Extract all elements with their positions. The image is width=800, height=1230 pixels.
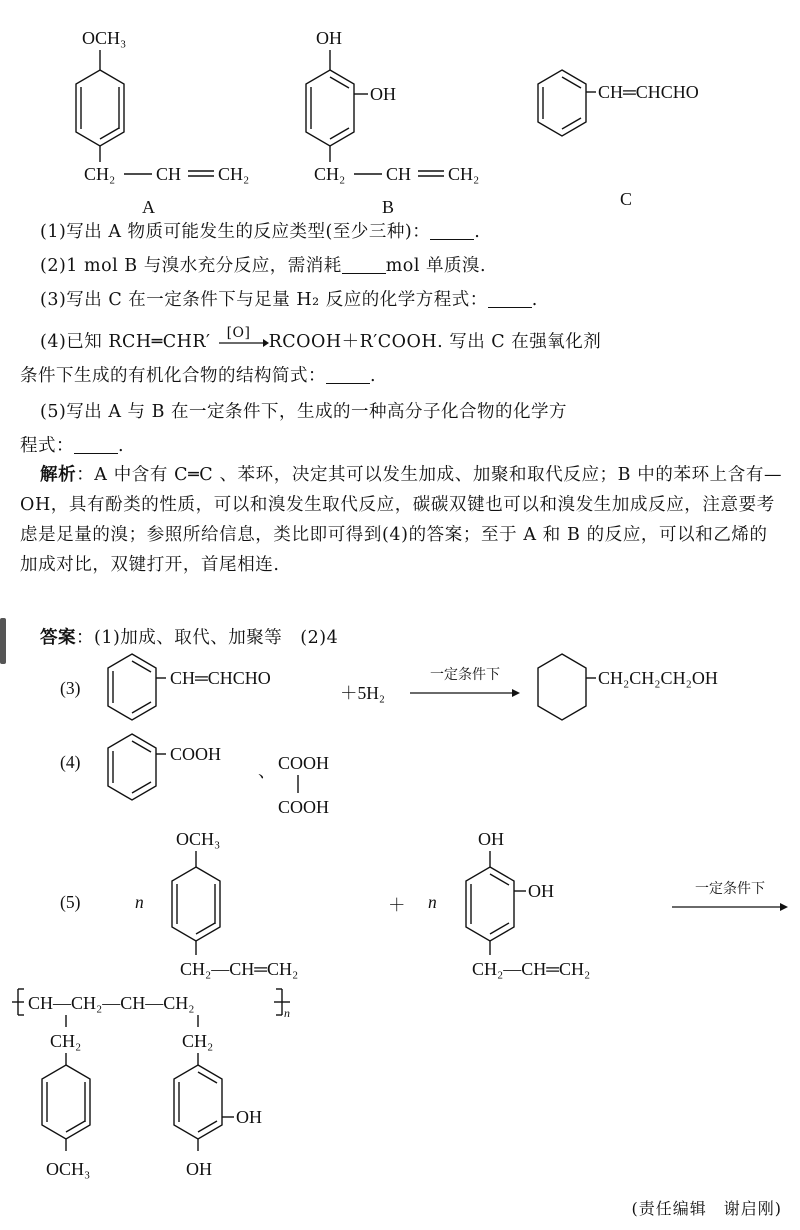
svg-text:COOH: COOH — [278, 753, 330, 773]
svg-text:OH: OH — [236, 1107, 262, 1127]
svg-text:CH₂—CH═CH₂: CH₂—CH═CH₂ — [180, 959, 299, 979]
question-3: (3)写出 C 在一定条件下与足量 H₂ 反应的化学方程式： . — [40, 290, 538, 310]
analysis-title: 解析 — [40, 465, 77, 485]
svg-text:OCH₃: OCH₃ — [176, 829, 221, 849]
question-4-line2: 条件下生成的有机化合物的结构简式： . — [20, 366, 377, 386]
polymer-product — [10, 985, 330, 1190]
label-b: B — [382, 197, 395, 217]
answer-5-molecule-b — [450, 825, 670, 985]
answer-4-number: (4) — [60, 752, 81, 772]
molecule-b — [290, 20, 500, 215]
answer-blank — [488, 291, 532, 308]
label-a: A — [142, 197, 155, 217]
hydroxyl-side: OH — [370, 84, 396, 104]
answer-blank — [342, 257, 386, 274]
polymer-n: n — [284, 1006, 290, 1020]
coefficient-n: n — [135, 892, 144, 912]
question-5-line2: 程式： . — [20, 436, 125, 456]
reaction-arrow-3: 一定条件下 — [410, 664, 520, 703]
svg-text:CH₂: CH₂ — [50, 1031, 82, 1051]
svg-text:CH₂: CH₂ — [182, 1031, 214, 1051]
svg-text:OCH₃: OCH₃ — [46, 1159, 91, 1179]
hydroxyl-top: OH — [316, 28, 342, 48]
polymer-backbone: CH—CH₂—CH—CH₂ — [28, 993, 195, 1013]
question-4-line1: (4)已知 RCH═CHR′ [O] RCOOH＋R′COOH. 写出 C 在强氧化剂 — [40, 324, 602, 352]
svg-text:OH: OH — [528, 881, 554, 901]
svg-text:OH: OH — [186, 1159, 212, 1179]
answer-3-reactant — [100, 650, 340, 730]
analysis-text: ：A 中含有 C═C 、苯环，决定其可以发生加成、加聚和取代反应；B 中的苯环上含有—OH，具有酚类的性质，可以和溴发生取代反应，碳碳双键也可以和溴发生加成反应，注意要考虑是足量的溴；参照所给信息，类比即可得到(4)的答案；至于 A 和 B 的反应，可以和乙烯的加成对比，双键打开，首尾相连. — [20, 465, 783, 575]
answer-blank — [430, 223, 474, 240]
svg-text:CH₂—CH═CH₂: CH₂—CH═CH₂ — [472, 959, 591, 979]
answer-blank — [74, 437, 118, 454]
answer-blank — [326, 367, 370, 384]
chain-ch: CH — [156, 164, 182, 184]
svg-text:CH₂CH₂CH₂OH: CH₂CH₂CH₂OH — [598, 668, 718, 688]
oxalic-acid — [278, 745, 378, 820]
reaction-arrow-5: 一定条件下 — [672, 878, 788, 917]
chain-ch2-a: CH₂ — [314, 164, 346, 184]
answer-5-number: (5) — [60, 892, 81, 912]
coefficient-n: n — [428, 892, 437, 912]
plus-sign: ＋ — [388, 895, 406, 915]
svg-text:CH═CHCHO: CH═CHCHO — [170, 668, 271, 688]
cinnamaldehyde-chain: CH═CHCHO — [598, 82, 699, 102]
chain-ch: CH — [386, 164, 412, 184]
answer-5-molecule-a — [160, 825, 380, 985]
chain-ch2-b: CH₂ — [448, 164, 480, 184]
label-c: C — [620, 189, 633, 209]
methoxy-label: OCH₃ — [82, 28, 127, 48]
answer-title: 答案 — [40, 628, 76, 648]
molecule-c — [530, 60, 780, 215]
chain-ch2-a: CH₂ — [84, 164, 116, 184]
chain-ch2-b: CH₂ — [218, 164, 250, 184]
binding-edge — [0, 618, 6, 664]
editor-credit: (责任编辑 谢启刚) — [631, 1199, 782, 1218]
svg-text:COOH: COOH — [278, 797, 330, 817]
answer-3-product — [530, 650, 790, 730]
answer-3-number: (3) — [60, 678, 81, 698]
question-5-line1: (5)写出 A 与 B 在一定条件下，生成的一种高分子化合物的化学方 — [40, 402, 568, 422]
answer-line-1: 答案：(1)加成、取代、加聚等 (2)4 — [40, 628, 339, 648]
hydrogen-reagent: ＋5H₂ — [340, 683, 385, 703]
molecule-a — [60, 20, 260, 215]
svg-text:COOH: COOH — [170, 744, 222, 764]
oxidation-arrow: [O] — [217, 333, 269, 353]
question-1: (1)写出 A 物质可能发生的反应类型(至少三种)： . — [40, 222, 481, 242]
analysis — [20, 460, 785, 580]
separator: 、 — [258, 761, 276, 781]
svg-text:OH: OH — [478, 829, 504, 849]
benzoic-acid — [100, 730, 270, 810]
question-2: (2)1 mol B 与溴水充分反应，需消耗 mol 单质溴. — [40, 256, 487, 276]
